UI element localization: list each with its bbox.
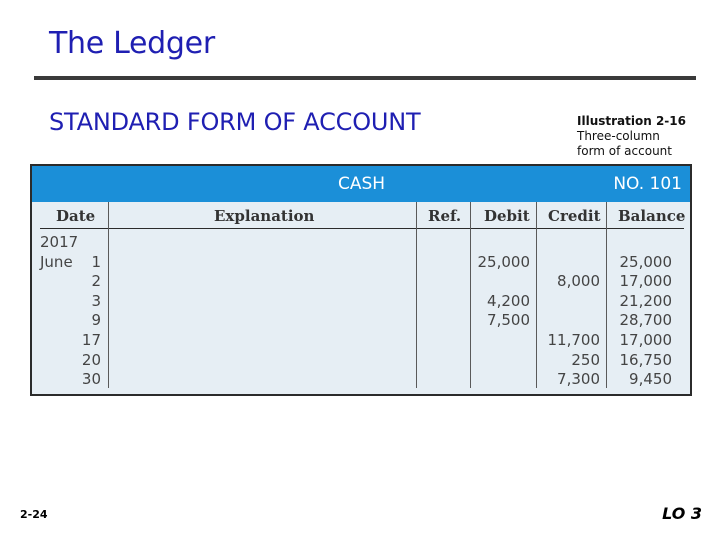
credit-amount: 8,000 [557,272,600,291]
column-divider [416,202,417,388]
debit-amount: 7,500 [487,311,530,330]
column-header-debit: Debit [484,207,530,225]
illustration-caption [577,114,686,159]
date-day: 1 [91,252,101,271]
header-rule [40,228,684,229]
debit-amount: 25,000 [477,252,530,271]
date-day: 2 [91,272,101,291]
date-month: June [40,252,73,271]
slide-title: The Ledger [49,26,215,61]
column-divider [536,202,537,388]
balance-amount: 21,200 [619,291,672,310]
account-name: CASH [338,174,386,194]
illustration-label: Illustration 2-16 [577,114,686,128]
learning-objective: LO 3 [662,504,702,523]
date-year: 2017 [40,233,79,251]
column-divider [108,202,109,388]
title-rule [34,76,696,80]
account-header-bar [32,166,690,202]
slide-subtitle: STANDARD FORM OF ACCOUNT [49,108,421,136]
balance-amount: 16,750 [619,350,672,369]
date-day: 3 [91,291,101,310]
column-header-explanation: Explanation [214,207,315,225]
balance-amount: 25,000 [619,252,672,271]
balance-amount: 17,000 [619,272,672,291]
balance-amount: 17,000 [619,331,672,349]
column-divider [470,202,471,388]
date-day: 20 [81,350,101,369]
date-day: 30 [81,370,101,389]
debit-amount: 4,200 [487,291,530,310]
column-header-credit: Credit [548,207,601,225]
column-header-balance: Balance [618,207,686,225]
balance-amount: 28,700 [619,311,672,330]
account-number: NO. 101 [613,174,682,194]
balance-amount: 9,450 [629,370,672,389]
credit-amount: 250 [571,350,600,369]
illustration-desc-line-2: form of account [577,144,672,158]
account-form [30,164,692,396]
page-number: 2-24 [20,508,48,521]
credit-amount: 11,700 [547,331,600,349]
credit-amount: 7,300 [557,370,600,389]
date-day: 9 [91,311,101,330]
column-header-ref: Ref. [428,207,462,225]
illustration-desc-line-1: Three-column [577,129,660,143]
column-header-date: Date [56,207,96,225]
column-divider [606,202,607,388]
date-day: 17 [81,331,101,349]
